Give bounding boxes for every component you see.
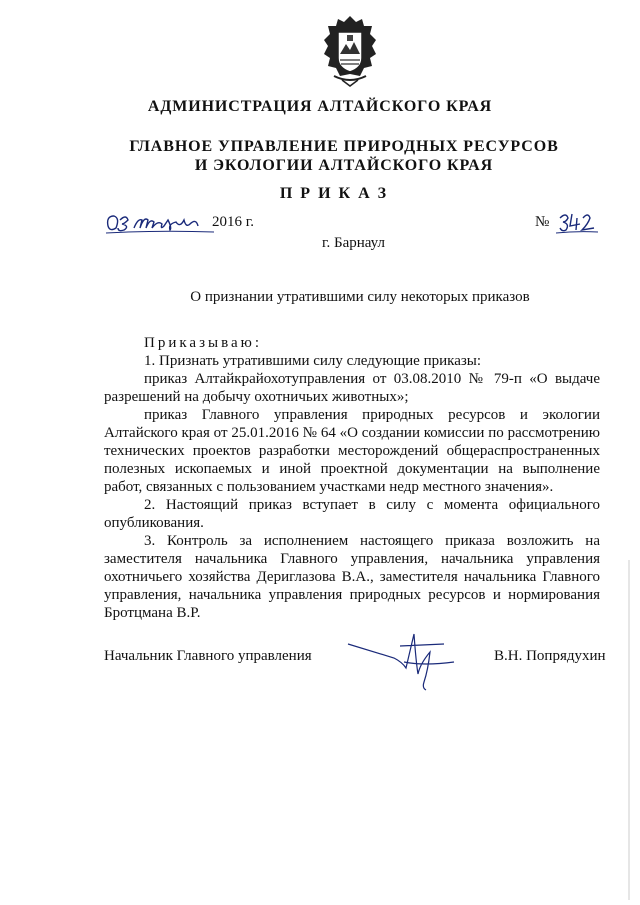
number-label: № <box>535 214 550 230</box>
administration-title: АДМИНИСТРАЦИЯ АЛТАЙСКОГО КРАЯ <box>147 98 493 115</box>
command-word: Приказываю: <box>144 335 262 351</box>
altai-krai-coat-of-arms-emblem <box>322 14 378 88</box>
paragraph-2: 2. Настоящий приказ вступает в силу с момента официального опубликования. <box>104 497 600 531</box>
department-title-line1: ГЛАВНОЕ УПРАВЛЕНИЕ ПРИРОДНЫХ РЕСУРСОВ <box>129 138 559 155</box>
handwritten-date <box>104 210 216 236</box>
date-year: 2016 г. <box>212 214 254 230</box>
order-subject: О признании утратившими силу некоторых приказов <box>190 289 530 305</box>
handwritten-signature <box>344 622 464 692</box>
city-label: г. Барнаул <box>322 235 385 251</box>
paragraph-3: 3. Контроль за исполнением настоящего приказа возложить на заместителя начальника Главного управления, начальника управления охотничьего хозяйства Дериглазова В.А., заместителя начальника Главного управления, начальника управления природных ресурсов и нормирования Бротцмана В.Р. <box>104 533 600 621</box>
department-title-line2: И ЭКОЛОГИИ АЛТАЙСКОГО КРАЯ <box>194 157 494 174</box>
signatory-title: Начальник Главного управления <box>104 648 312 664</box>
scan-edge-line <box>628 560 631 900</box>
paragraph-1: 1. Признать утратившими силу следующие приказы: <box>144 353 482 369</box>
handwritten-date-scribble <box>104 210 216 236</box>
handwritten-number <box>556 210 598 236</box>
handwritten-number-scribble <box>556 210 598 236</box>
order-body <box>104 334 600 622</box>
document-type-title: П Р И К А З <box>279 185 389 202</box>
paragraph-1b: приказ Главного управления природных ресурсов и экологии Алтайского края от 25.01.2016 № 64 «О создании комиссии по рассмотрению технических проектов разработки месторождений общераспространенных полезных ископаемых и иной проектной документации на выполнение работ, связанных с пользованием участками недр местного значения». <box>104 407 600 495</box>
paragraph-1a: приказ Алтайкрайохотуправления от 03.08.2010 № 79-п «О выдаче разрешений на добычу охотничьих животных»; <box>104 371 600 405</box>
signatory-name: В.Н. Попрядухин <box>494 648 606 664</box>
